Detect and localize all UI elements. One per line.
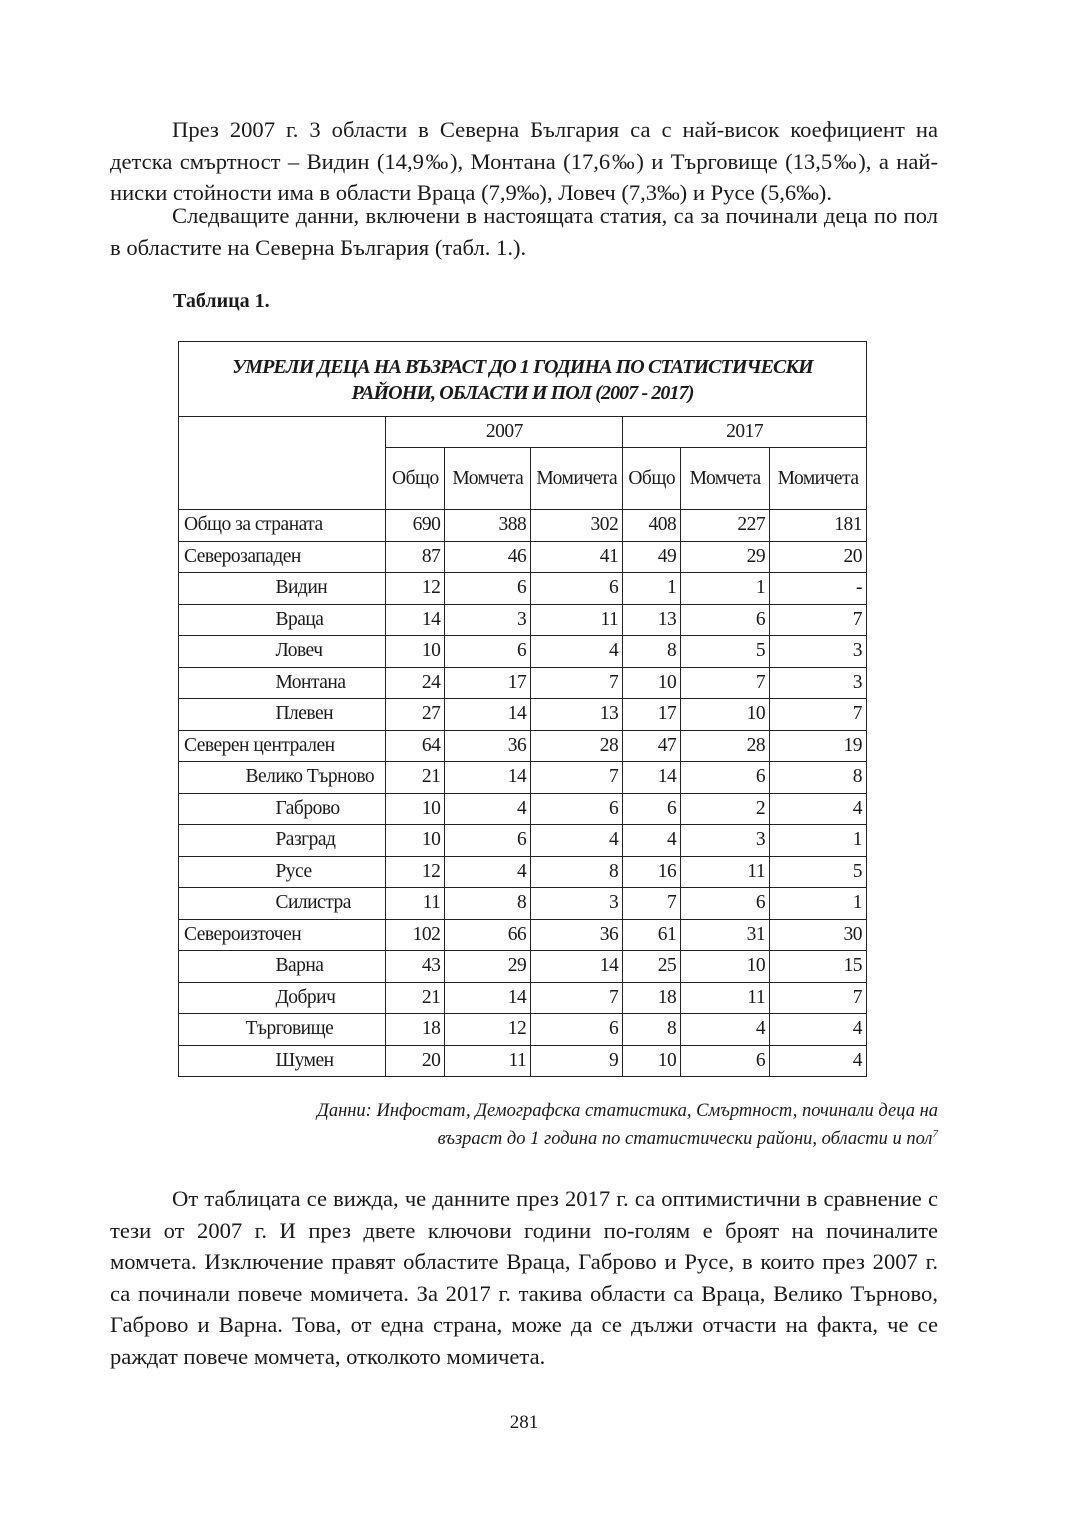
table-cell: 10 [623,667,681,699]
table-cell: 6 [681,1045,770,1077]
paragraph-conclusion: От таблицата се вижда, че данните през 2017 г. са оптимистични в сравнение с тези от 2007 г. И през двете ключови години по-голям е броят на починалите момчета. Изключение правят областите Враца, Габрово и Русе, в които през 2007 г. са починали повече момичета. За 2017 г. такива области са Враца, Велико Търново, Габрово и Варна. Това, от една страна, може да се дължи отчасти на факта, че се раждат повече момчета, отколкото момичета. [110,1186,938,1369]
table-cell: 1 [623,573,681,605]
table-cell: 14 [445,699,531,731]
row-label [179,888,386,920]
source-line-1: Данни: Инфостат, Демографска статистика, Смъртност, починали деца на [317,1101,938,1121]
table-cell: 29 [681,541,770,573]
table-cell: 29 [445,951,531,983]
table-cell: 10 [386,825,445,857]
table-cell: 6 [623,793,681,825]
row-label-text: Плевен [275,703,334,725]
row-label [179,636,386,668]
row-label-text: Монтана [275,671,346,693]
stats-table [178,341,867,1077]
table-row [179,888,867,920]
table-cell: 8 [531,856,623,888]
table-cell: 20 [770,541,867,573]
table-cell: 2 [681,793,770,825]
table-row [179,1014,867,1046]
table-cell: 4 [623,825,681,857]
table-cell: 6 [445,825,531,857]
table-cell: 61 [623,919,681,951]
row-label-text: Разград [275,829,336,851]
table-cell: 87 [386,541,445,573]
table-cell: 181 [770,510,867,542]
table-title [179,342,867,417]
row-label [179,793,386,825]
table-cell: 4 [445,793,531,825]
table-cell: 28 [531,730,623,762]
table-row [179,951,867,983]
table-source-note [178,1097,938,1153]
table-row [179,762,867,794]
row-label-text: Видин [275,577,328,599]
table-cell: 11 [531,604,623,636]
table-title-line-1: УМРЕЛИ ДЕЦА НА ВЪЗРАСТ ДО 1 ГОДИНА ПО СТАТИСТИЧЕСКИ [232,356,813,378]
table-cell: 4 [770,1014,867,1046]
table-cell: 14 [386,604,445,636]
row-label [179,762,386,794]
row-label: Северен централен [179,730,386,762]
row-label-text: Русе [275,860,312,882]
table-row [179,604,867,636]
table-cell: 4 [445,856,531,888]
table-cell: 36 [531,919,623,951]
table-cell: 18 [623,982,681,1014]
table-row [179,1045,867,1077]
table-cell: 36 [445,730,531,762]
table-cell: 12 [386,856,445,888]
table-body [179,510,867,1077]
table-cell: 14 [445,982,531,1014]
row-label-text: Враца [275,608,324,630]
table-row [179,541,867,573]
table-row [179,793,867,825]
row-label [179,825,386,857]
table-cell: 6 [531,573,623,605]
table-cell: 1 [770,888,867,920]
table-cell: 6 [681,604,770,636]
table-cell: 17 [445,667,531,699]
table-cell: 64 [386,730,445,762]
table-cell: 10 [386,793,445,825]
table-row [179,982,867,1014]
table-cell: 6 [445,573,531,605]
row-label-text: Варна [275,955,324,977]
row-label: Североизточен [179,919,386,951]
table-cell: 16 [623,856,681,888]
table-row [179,510,867,542]
table-cell: 27 [386,699,445,731]
row-label [179,604,386,636]
row-label [179,982,386,1014]
table-cell: 15 [770,951,867,983]
table-row [179,667,867,699]
row-label-text: Ловеч [275,640,323,662]
table-cell: 8 [445,888,531,920]
table-cell: 12 [445,1014,531,1046]
paragraph-intro-2: Следващите данни, включени в настоящата статия, са за починали деца по пол в областите на Северна България (табл. 1.). [110,203,938,260]
table-cell: 9 [531,1045,623,1077]
table-cell: 408 [623,510,681,542]
table-cell: 14 [445,762,531,794]
table-cell: 31 [681,919,770,951]
table-cell: 388 [445,510,531,542]
table-cell: 25 [623,951,681,983]
row-label [179,951,386,983]
row-label-text: Велико Търново [245,766,375,788]
table-cell: 302 [531,510,623,542]
table-cell: 47 [623,730,681,762]
row-label [179,856,386,888]
table-cell: 4 [770,793,867,825]
table-cell: 690 [386,510,445,542]
table-cell: 11 [681,982,770,1014]
table-cell: 7 [770,604,867,636]
column-header-boys-2017: Момчета [681,448,770,510]
column-header-total-2007: Общо [386,448,445,510]
table-cell: 14 [623,762,681,794]
table-cell: 17 [623,699,681,731]
column-header-girls-2017: Момичета [770,448,867,510]
table-cell: 6 [681,762,770,794]
table-cell: 7 [531,982,623,1014]
table-cell: 7 [623,888,681,920]
table-cell: 30 [770,919,867,951]
table-cell: 4 [531,825,623,857]
row-label [179,1045,386,1077]
table-cell: 10 [386,636,445,668]
table-row [179,730,867,762]
table-cell: 24 [386,667,445,699]
table-cell: - [770,573,867,605]
table-cell: 6 [531,1014,623,1046]
table-cell: 8 [623,1014,681,1046]
table-cell: 21 [386,762,445,794]
row-label [179,699,386,731]
table-cell: 13 [531,699,623,731]
table-cell: 3 [770,667,867,699]
row-label [179,667,386,699]
table-cell: 6 [531,793,623,825]
table-cell: 7 [531,667,623,699]
table-row [179,825,867,857]
table-corner-cell [179,417,386,510]
table-cell: 11 [445,1045,531,1077]
table-cell: 10 [681,951,770,983]
row-label: Северозападен [179,541,386,573]
column-header-girls-2007: Момичета [531,448,623,510]
table-cell: 3 [681,825,770,857]
table-label: Таблица 1. [173,290,270,312]
table-cell: 4 [770,1045,867,1077]
table-cell: 5 [770,856,867,888]
table-cell: 5 [681,636,770,668]
table-cell: 4 [531,636,623,668]
table-cell: 11 [386,888,445,920]
table-cell: 10 [623,1045,681,1077]
table-cell: 28 [681,730,770,762]
year-header-2017: 2017 [623,417,867,448]
column-header-total-2017: Общо [623,448,681,510]
source-line-2: възраст до 1 година по статистически райони, области и пол$^7$ [437,1127,938,1149]
year-header-2007: 2007 [386,417,623,448]
table-row [179,919,867,951]
row-label-text: Шумен [275,1049,334,1071]
row-label-text: Габрово [275,797,340,819]
row-label [179,573,386,605]
table-cell: 7 [770,982,867,1014]
table-cell: 102 [386,919,445,951]
table-cell: 7 [770,699,867,731]
row-label-text: Добрич [275,986,336,1008]
table-cell: 49 [623,541,681,573]
table-cell: 3 [531,888,623,920]
paragraph-intro-1: През 2007 г. 3 области в Северна България са с най-висок коефициент на детска смъртност – Видин (14,9‰), Монтана (17,6‰) и Търговище (13,5‰), а най-ниски стойности има в области Враца (7,9‰), Ловеч (7,3‰) и Русе (5,6‰). [110,117,938,206]
table-cell: 10 [681,699,770,731]
table-cell: 1 [770,825,867,857]
table-cell: 13 [623,604,681,636]
table-cell: 6 [445,636,531,668]
row-label: Общо за страната [179,510,386,542]
row-label [179,1014,386,1046]
table-cell: 1 [681,573,770,605]
table-cell: 12 [386,573,445,605]
table-cell: 3 [770,636,867,668]
table-cell: 19 [770,730,867,762]
table-cell: 46 [445,541,531,573]
table-cell: 18 [386,1014,445,1046]
table-row [179,573,867,605]
table-cell: 11 [681,856,770,888]
table-row [179,636,867,668]
row-label-text: Силистра [275,892,351,914]
column-header-boys-2007: Момчета [445,448,531,510]
table-row [179,699,867,731]
page-number: 281 [509,1412,539,1433]
table-cell: 20 [386,1045,445,1077]
table-row [179,856,867,888]
table-cell: 8 [623,636,681,668]
table-cell: 66 [445,919,531,951]
row-label-text: Търговище [245,1018,334,1040]
table-title-line-2: РАЙОНИ, ОБЛАСТИ И ПОЛ (2007 - 2017) [351,382,694,404]
table-cell: 3 [445,604,531,636]
table-cell: 41 [531,541,623,573]
table-cell: 8 [770,762,867,794]
table-cell: 227 [681,510,770,542]
table-cell: 7 [531,762,623,794]
table-cell: 21 [386,982,445,1014]
table-cell: 43 [386,951,445,983]
footnote-marker: 7 [932,1127,938,1140]
table-cell: 7 [681,667,770,699]
table-cell: 14 [531,951,623,983]
table-cell: 4 [681,1014,770,1046]
table-cell: 6 [681,888,770,920]
